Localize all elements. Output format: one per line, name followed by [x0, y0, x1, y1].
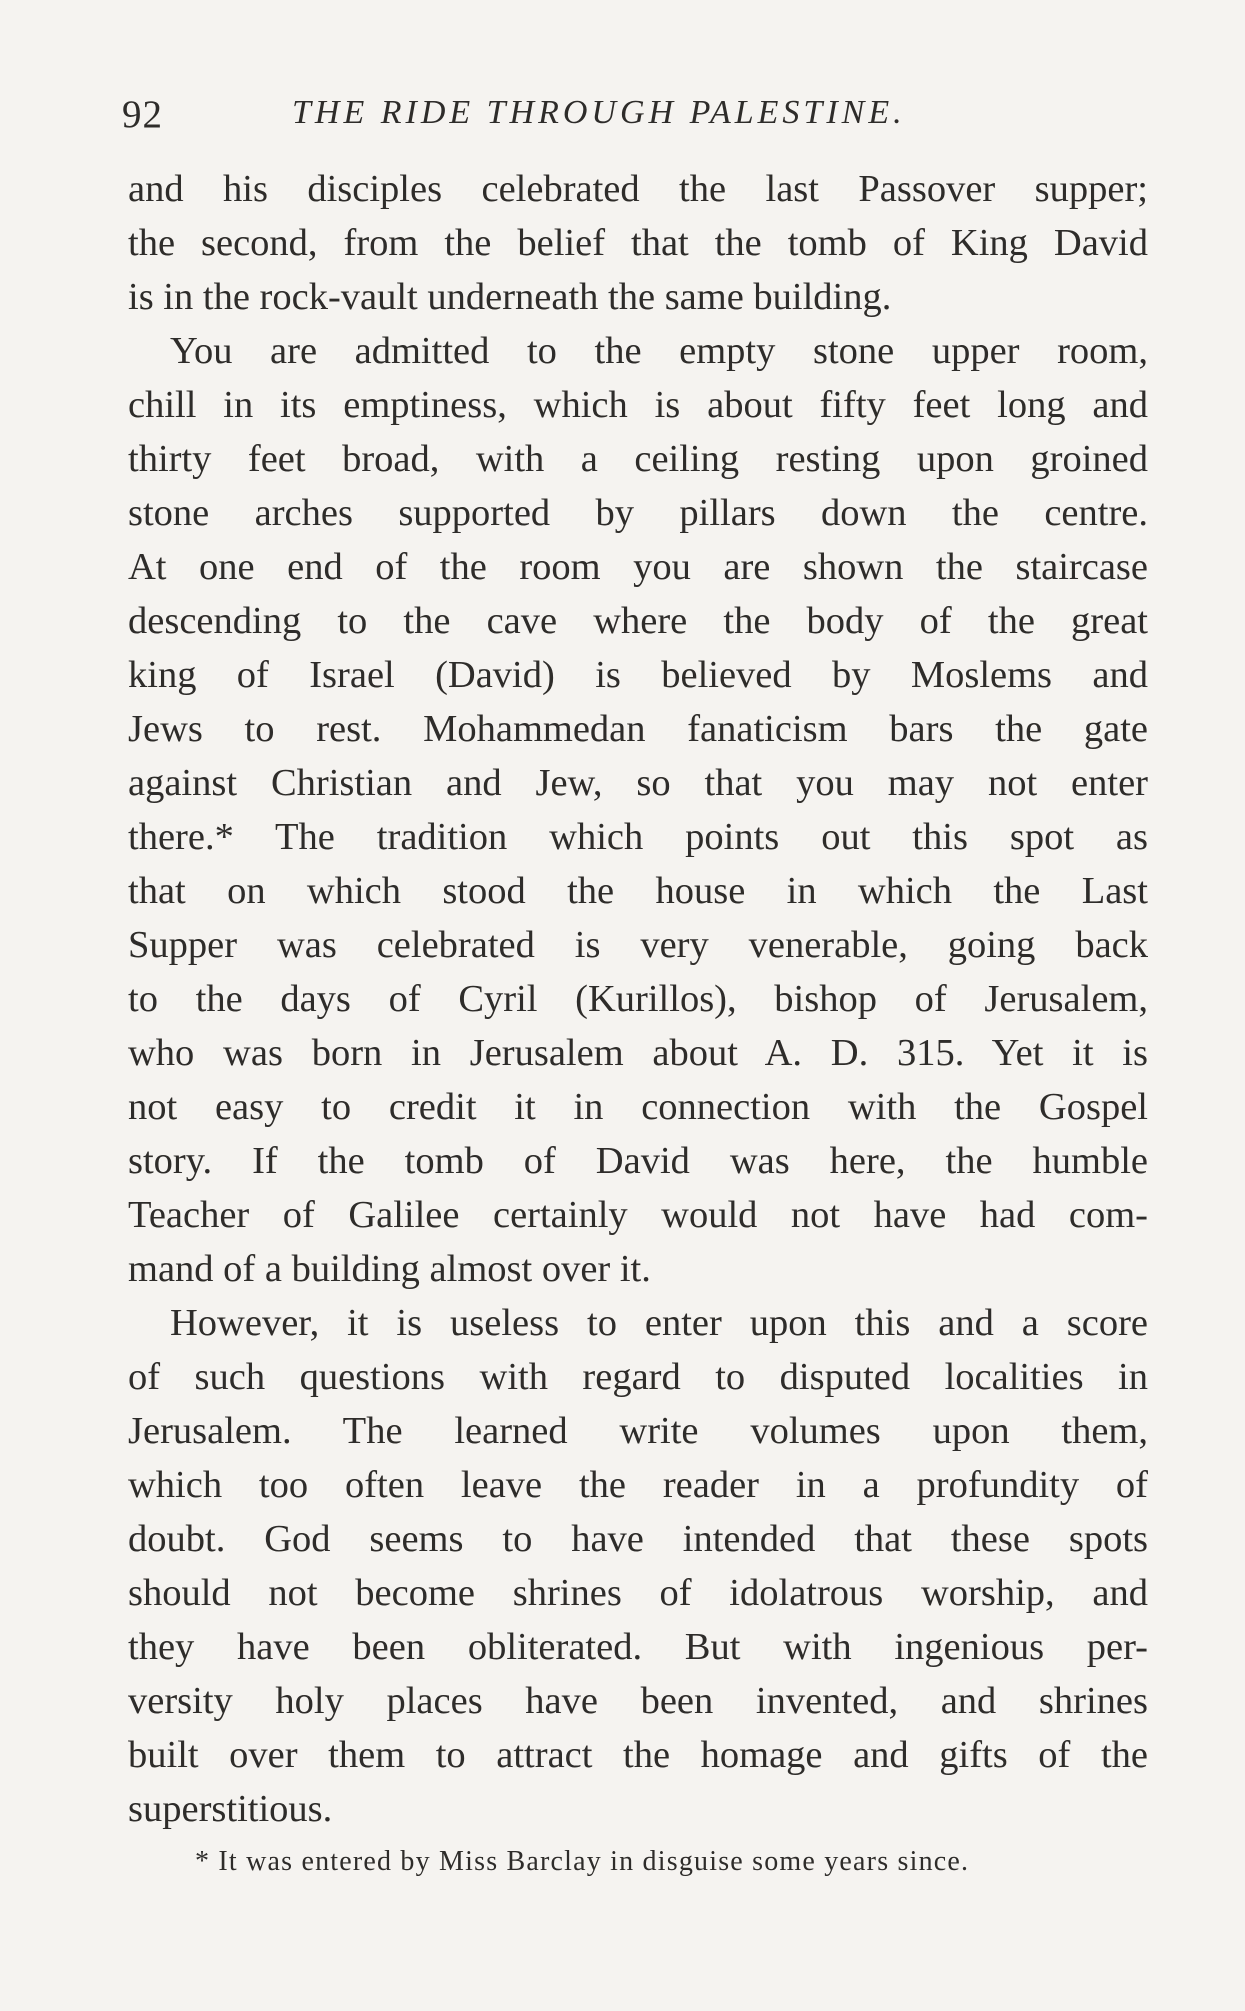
- page-number: 92: [122, 93, 163, 136]
- text-line: Jews to rest. Mohammedan fanaticism bars the gate: [128, 708, 1148, 750]
- text-line: not easy to credit it in connection with the Gospel: [128, 1086, 1148, 1128]
- text-line: to the days of Cyril (Kurillos), bishop of Jerusalem,: [128, 978, 1148, 1020]
- text-line: who was born in Jerusalem about A. D. 315. Yet it is: [128, 1032, 1148, 1074]
- text-line: versity holy places have been invented, and shrines: [128, 1680, 1148, 1722]
- text-line: of such questions with regard to disputed localities in: [128, 1356, 1148, 1398]
- text-line: built over them to attract the homage and gifts of the: [128, 1734, 1148, 1776]
- text-line: against Christian and Jew, so that you may not enter: [128, 762, 1148, 804]
- text-line: However, it is useless to enter upon this and a score: [170, 1302, 1148, 1344]
- text-line: the second, from the belief that the tomb of King David: [128, 222, 1148, 264]
- text-line: You are admitted to the empty stone upper room,: [170, 330, 1148, 372]
- body-text: [128, 162, 1148, 1836]
- text-line: At one end of the room you are shown the staircase: [128, 546, 1148, 588]
- text-line: Supper was celebrated is very venerable, going back: [128, 924, 1148, 966]
- text-line: doubt. God seems to have intended that these spots: [128, 1518, 1148, 1560]
- text-line: they have been obliterated. But with ingenious per-: [128, 1626, 1148, 1668]
- text-line: that on which stood the house in which the Last: [128, 870, 1148, 912]
- text-line: is in the rock-vault underneath the same building.: [128, 276, 892, 318]
- text-line: thirty feet broad, with a ceiling resting upon groined: [128, 438, 1148, 480]
- text-line: Jerusalem. The learned write volumes upon them,: [128, 1410, 1148, 1452]
- text-line: chill in its emptiness, which is about fifty feet long and: [128, 384, 1148, 426]
- text-line: superstitious.: [128, 1788, 333, 1830]
- text-line: there.* The tradition which points out this spot as: [128, 816, 1148, 858]
- text-line: story. If the tomb of David was here, the humble: [128, 1140, 1148, 1182]
- text-line: and his disciples celebrated the last Passover supper;: [128, 168, 1148, 210]
- text-line: which too often leave the reader in a profundity of: [128, 1464, 1148, 1506]
- text-line: stone arches supported by pillars down the centre.: [128, 492, 1148, 534]
- footnote: * It was entered by Miss Barclay in disguise some years since.: [195, 1846, 970, 1877]
- text-line: should not become shrines of idolatrous worship, and: [128, 1572, 1148, 1614]
- text-line: king of Israel (David) is believed by Moslems and: [128, 654, 1148, 696]
- running-head: [122, 92, 1152, 142]
- text-line: Teacher of Galilee certainly would not have had com-: [128, 1194, 1148, 1236]
- text-line: mand of a building almost over it.: [128, 1248, 651, 1290]
- text-line: descending to the cave where the body of the great: [128, 600, 1148, 642]
- running-title: THE RIDE THROUGH PALESTINE.: [292, 94, 906, 131]
